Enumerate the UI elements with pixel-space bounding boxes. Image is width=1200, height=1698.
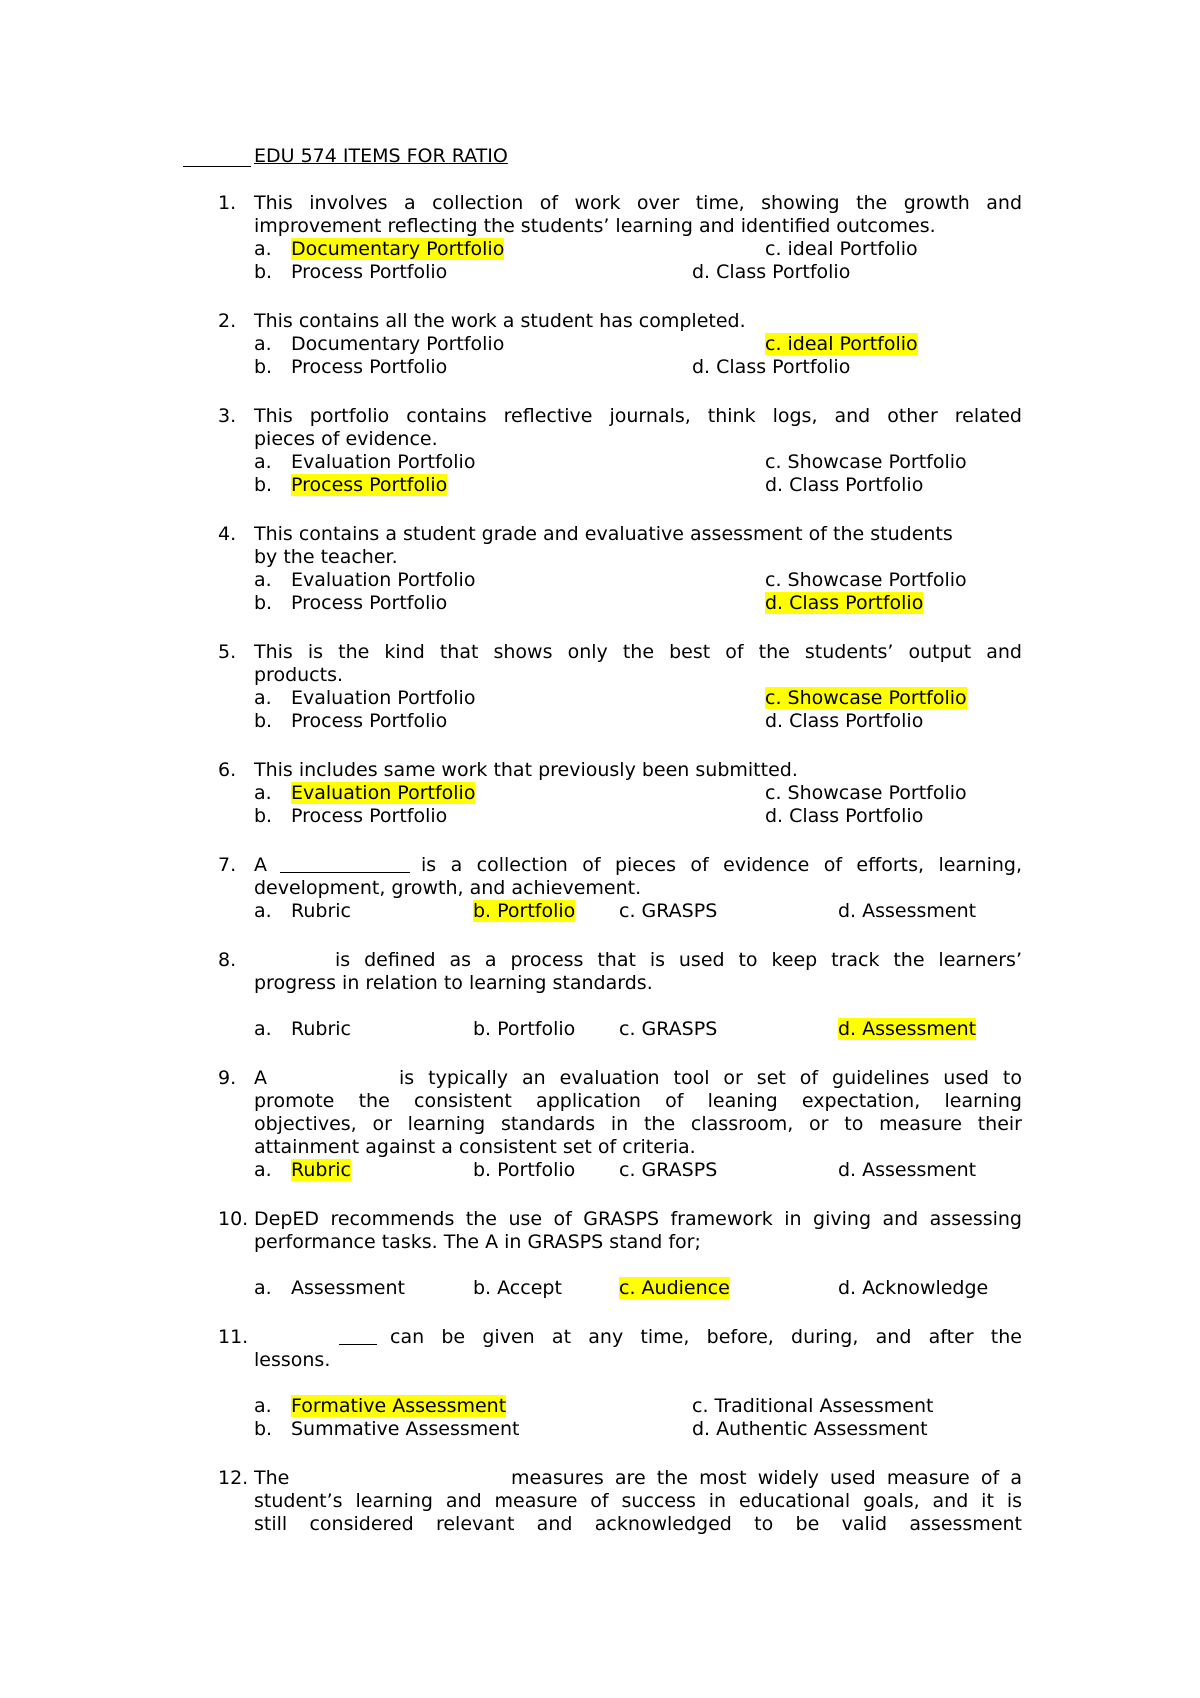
question-text: This involves a collection of work over time, showing the growth and (254, 192, 1022, 214)
option-d: d. Class Portfolio (765, 805, 924, 827)
option-c-answer: c. Audience (619, 1277, 730, 1299)
option-letter: b. (254, 1418, 273, 1440)
option-d: d. Class Portfolio (765, 710, 924, 732)
option-a: Rubric (291, 1018, 351, 1040)
question-text: DepED recommends the use of GRASPS framework in giving and assessing (254, 1208, 1022, 1230)
question-text: progress in relation to learning standards. (254, 972, 653, 994)
question-text: promote the consistent application of leaning expectation, learning (254, 1090, 1022, 1112)
option-b: Process Portfolio (291, 261, 448, 283)
option-letter: a. (254, 1159, 272, 1181)
question-text: A (254, 854, 267, 876)
option-c: c. GRASPS (619, 1159, 718, 1181)
question-text: can be given at any time, before, during, and after the (390, 1326, 1022, 1348)
option-a: Evaluation Portfolio (291, 687, 476, 709)
option-a: Documentary Portfolio (291, 333, 505, 355)
option-c: c. Showcase Portfolio (765, 782, 967, 804)
option-a-answer: Rubric (291, 1159, 351, 1181)
option-b: Process Portfolio (291, 592, 448, 614)
option-d: d. Acknowledge (838, 1277, 989, 1299)
option-d-answer: d. Assessment (838, 1018, 977, 1040)
question-number: 3. (218, 405, 237, 427)
option-letter: b. (254, 805, 273, 827)
option-a-answer: Formative Assessment (291, 1395, 507, 1417)
option-d: d. Authentic Assessment (692, 1418, 928, 1440)
question-text: This contains a student grade and evaluative assessment of the students (254, 523, 953, 545)
question-number: 9. (218, 1067, 237, 1089)
option-d: d. Class Portfolio (765, 474, 924, 496)
option-letter: a. (254, 569, 272, 591)
question-text: by the teacher. (254, 546, 398, 568)
option-c: c. GRASPS (619, 900, 718, 922)
fill-in-blank (280, 858, 410, 873)
question-text: lessons. (254, 1349, 331, 1371)
title-leading-underline (183, 166, 251, 167)
question-number: 6. (218, 759, 237, 781)
option-letter: b. (254, 356, 273, 378)
option-letter: a. (254, 1395, 272, 1417)
option-letter: a. (254, 782, 272, 804)
option-a: Evaluation Portfolio (291, 569, 476, 591)
option-b-answer: Process Portfolio (291, 474, 448, 496)
option-c: c. Showcase Portfolio (765, 569, 967, 591)
option-b: Process Portfolio (291, 356, 448, 378)
option-d: d. Assessment (838, 1159, 977, 1181)
page-title: EDU 574 ITEMS FOR RATIO (254, 145, 508, 167)
question-text: still considered relevant and acknowledged to be valid assessment (254, 1513, 1022, 1535)
option-letter: a. (254, 451, 272, 473)
question-text: This is the kind that shows only the best of the students’ output and (254, 641, 1022, 663)
question-text: The (254, 1467, 290, 1489)
option-b: b. Portfolio (473, 1159, 576, 1181)
option-letter: b. (254, 261, 273, 283)
option-a-answer: Documentary Portfolio (291, 238, 505, 260)
option-letter: a. (254, 1018, 272, 1040)
option-b: Summative Assessment (291, 1418, 520, 1440)
option-a-answer: Evaluation Portfolio (291, 782, 476, 804)
option-b: b. Accept (473, 1277, 562, 1299)
question-number: 1. (218, 192, 237, 214)
question-text: A (254, 1067, 267, 1089)
option-letter: b. (254, 592, 273, 614)
option-b: b. Portfolio (473, 1018, 576, 1040)
question-text: development, growth, and achievement. (254, 877, 642, 899)
option-d: d. Class Portfolio (692, 261, 851, 283)
question-text: student’s learning and measure of success in educational goals, and it is (254, 1490, 1022, 1512)
option-c: c. Showcase Portfolio (765, 451, 967, 473)
option-d: d. Class Portfolio (692, 356, 851, 378)
question-text: This portfolio contains reflective journals, think logs, and other related (254, 405, 1022, 427)
question-number: 12. (218, 1467, 249, 1489)
option-letter: a. (254, 1277, 272, 1299)
question-number: 10. (218, 1208, 249, 1230)
option-letter: b. (254, 474, 273, 496)
option-c: c. GRASPS (619, 1018, 718, 1040)
question-text: is typically an evaluation tool or set of guidelines used to (399, 1067, 1022, 1089)
option-c: c. ideal Portfolio (765, 238, 918, 260)
option-c: c. Traditional Assessment (692, 1395, 934, 1417)
question-text: This contains all the work a student has completed. (254, 310, 746, 332)
option-b: Process Portfolio (291, 805, 448, 827)
option-a: Assessment (291, 1277, 405, 1299)
question-number: 5. (218, 641, 237, 663)
question-text: attainment against a consistent set of criteria. (254, 1136, 696, 1158)
option-letter: b. (254, 710, 273, 732)
option-letter: a. (254, 900, 272, 922)
question-number: 4. (218, 523, 237, 545)
question-text: performance tasks. The A in GRASPS stand for; (254, 1231, 701, 1253)
question-text: This includes same work that previously been submitted. (254, 759, 798, 781)
question-text: is a collection of pieces of evidence of efforts, learning, (421, 854, 1022, 876)
question-text: pieces of evidence. (254, 428, 438, 450)
option-a: Evaluation Portfolio (291, 451, 476, 473)
option-d: d. Assessment (838, 900, 977, 922)
option-letter: a. (254, 238, 272, 260)
fill-in-blank (339, 1330, 377, 1345)
option-d-answer: d. Class Portfolio (765, 592, 924, 614)
option-letter: a. (254, 687, 272, 709)
option-c-answer: c. Showcase Portfolio (765, 687, 967, 709)
question-number: 2. (218, 310, 237, 332)
question-text: measures are the most widely used measure of a (511, 1467, 1022, 1489)
option-c-answer: c. ideal Portfolio (765, 333, 918, 355)
option-b-answer: b. Portfolio (473, 900, 576, 922)
option-a: Rubric (291, 900, 351, 922)
question-text: is defined as a process that is used to keep track the learners’ (335, 949, 1022, 971)
question-text: improvement reflecting the students’ learning and identified outcomes. (254, 215, 936, 237)
question-number: 11. (218, 1326, 249, 1348)
question-number: 7. (218, 854, 237, 876)
question-number: 8. (218, 949, 237, 971)
question-text: objectives, or learning standards in the classroom, or to measure their (254, 1113, 1022, 1135)
question-text: products. (254, 664, 344, 686)
option-b: Process Portfolio (291, 710, 448, 732)
option-letter: a. (254, 333, 272, 355)
